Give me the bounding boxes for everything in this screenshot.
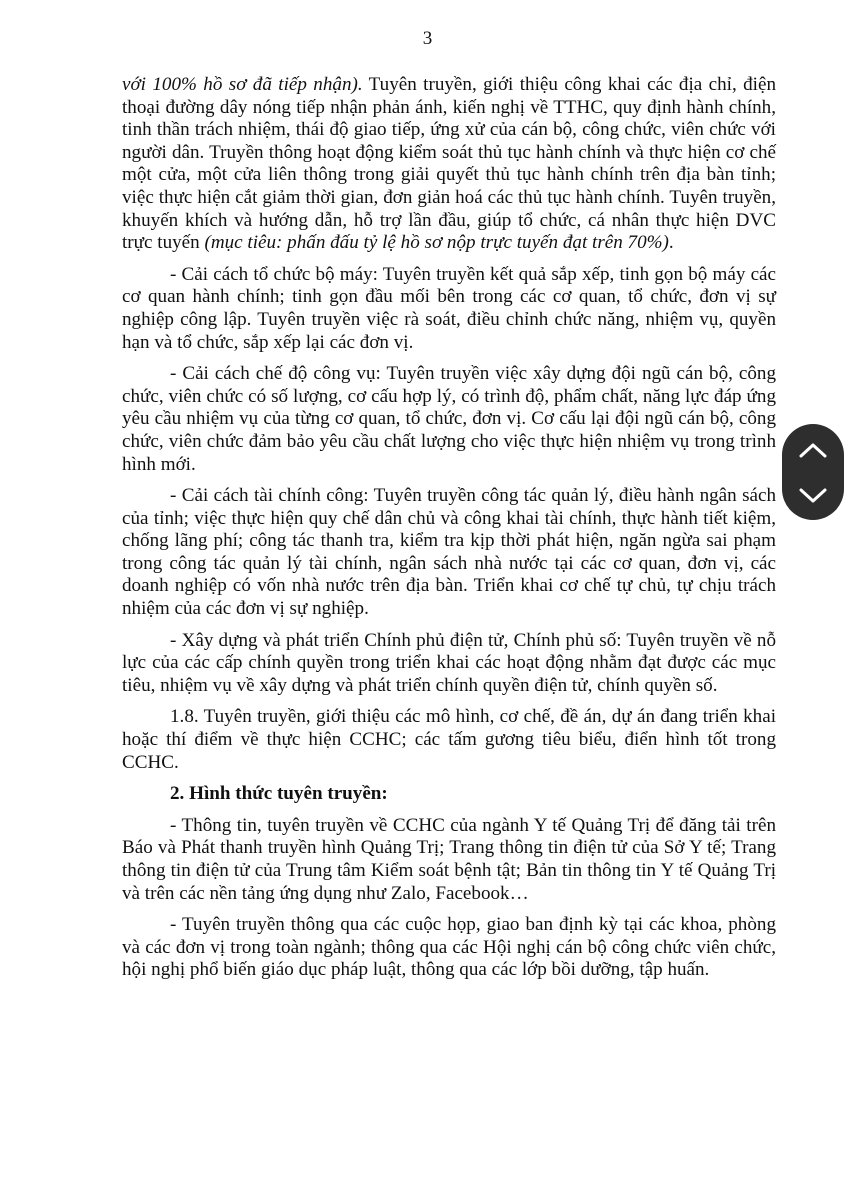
paragraph-tai-chinh-cong: - Cải cách tài chính công: Tuyên truyền công tác quản lý, điều hành ngân sách của tỉnh; việc thực hiện quy chế dân chủ và công khai tài chính, thực hành tiết kiệm, chống lãng phí; công tác thanh tra, kiểm tra kịp thời phát hiện, ngăn ngừa sai phạm trong công tác quản lý tài chính, ngân sách nhà nước tại các cơ quan, đơn vị, các doanh nghiệp có vốn nhà nước trên địa bàn. Triển khai cơ chế tự chủ, tự chịu trách nhiệm của các đơn vị sự nghiệp. <box>122 485 776 620</box>
paragraph-thong-tin: - Thông tin, tuyên truyền về CCHC của ngành Y tế Quảng Trị để đăng tải trên Báo và Phát thanh truyền hình Quảng Trị; Trang thông tin điện tử của Sở Y tế; Trang thông tin điện tử của Trung tâm Kiểm soát bệnh tật; Bản tin thông tin Y tế Quảng Trị và trên các nền tảng ứng dụng như Zalo, Facebook… <box>122 814 776 904</box>
paragraph-tthc-end: . <box>668 232 674 254</box>
paragraph-tthc <box>122 74 776 255</box>
scroll-up-button[interactable] <box>782 426 844 474</box>
scroll-down-button[interactable] <box>782 472 844 520</box>
paragraph-cuoc-hop: - Tuyên truyền thông qua các cuộc họp, giao ban định kỳ tại các khoa, phòng và các đơn vị trong toàn ngành; thông qua các Hội nghị cán bộ công chức viên chức, hội nghị phổ biến giáo dục pháp luật, thông qua các lớp bồi dưỡng, tập huấn. <box>122 914 776 981</box>
paragraph-tthc-body: Tuyên truyền, giới thiệu công khai các địa chỉ, điện thoại đường dây nóng tiếp nhận phản ánh, kiến nghị về TTHC, quy định hành chính, tinh thần trách nhiệm, thái độ giao tiếp, ứng xử của cán bộ, công chức, viên chức với người dân. Truyền thông hoạt động kiểm soát thủ tục hành chính và thực hiện cơ chế một cửa, một cửa liên thông trong giải quyết thủ tục hành chính trên địa bàn tỉnh; việc thực hiện cắt giảm thời gian, đơn giản hoá các thủ tục hành chính. Tuyên truyền, khuyến khích và hướng dẫn, hỗ trợ lần đầu, giúp tổ chức, cá nhân thực hiện DVC trực tuyến <box>122 74 776 254</box>
paragraph-to-chuc-bo-may: - Cải cách tổ chức bộ máy: Tuyên truyền kết quả sắp xếp, tinh gọn bộ máy các cơ quan hành chính; tinh gọn đầu mối bên trong các cơ quan, tổ chức, đơn vị sự nghiệp công lập. Tuyên truyền việc rà soát, điều chỉnh chức năng, nhiệm vụ, quyền hạn và tổ chức, sắp xếp lại các đơn vị. <box>122 263 776 353</box>
chevron-down-icon <box>798 487 828 505</box>
page-number: 3 <box>422 28 433 49</box>
paragraph-che-do-cong-vu: - Cải cách chế độ công vụ: Tuyên truyền việc xây dựng đội ngũ cán bộ, công chức, viên chức có số lượng, cơ cấu hợp lý, có trình độ, phẩm chất, năng lực đáp ứng yêu cầu nhiệm vụ của từng cơ quan, tổ chức, đơn vị. Cơ cấu lại đội ngũ cán bộ, công chức, viên chức đảm bảo yêu cầu chất lượng cho việc thực hiện nhiệm vụ trong trình hình mới. <box>122 363 776 475</box>
paragraph-tthc-target: (mục tiêu: phấn đấu tỷ lệ hồ sơ nộp trực tuyến đạt trên 70%) <box>204 232 669 254</box>
chevron-up-icon <box>798 441 828 459</box>
section-heading-hinh-thuc: 2. Hình thức tuyên truyền: <box>170 783 388 805</box>
paragraph-1-8: 1.8. Tuyên truyền, giới thiệu các mô hình, cơ chế, đề án, dự án đang triển khai hoặc thí điểm về thực hiện CCHC; các tấm gương tiêu biểu, điển hình tốt trong CCHC. <box>122 706 776 773</box>
paragraph-tthc-lead: với 100% hồ sơ đã tiếp nhận). <box>122 74 363 95</box>
page-scroll-widget <box>782 424 844 520</box>
document-body <box>122 74 776 991</box>
paragraph-chinh-phu-so: - Xây dựng và phát triển Chính phủ điện tử, Chính phủ số: Tuyên truyền về nỗ lực của các cấp chính quyền trong triển khai các hoạt động nhằm đạt được các mục tiêu, nhiệm vụ về xây dựng và phát triển chính quyền điện tử, chính quyền số. <box>122 629 776 696</box>
